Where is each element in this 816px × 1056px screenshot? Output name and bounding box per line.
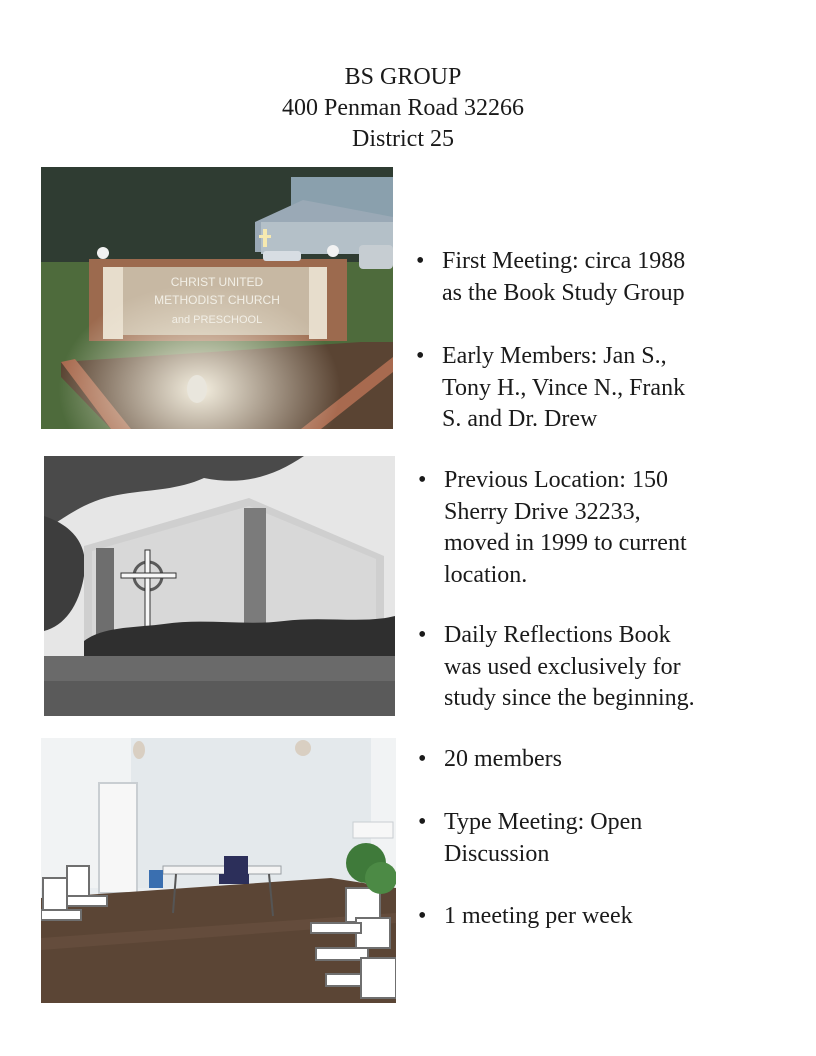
list-item-member-count: • 20 members (418, 744, 562, 776)
list-item-early-members: • Early Members: Jan S., Tony H., Vince N., Frank S. and Dr. Drew (416, 341, 685, 436)
church-sign-photo (41, 167, 393, 429)
group-district: District 25 (352, 126, 454, 152)
sign-text-line-2: METHODIST CHURCH (154, 293, 280, 307)
meeting-room-photo (41, 738, 396, 1003)
church-building-photo (44, 456, 395, 716)
list-item-daily-reflections: • Daily Reflections Book was used exclusively for study since the beginning. (418, 620, 695, 715)
list-item-first-meeting: • First Meeting: circa 1988 as the Book Study Group (416, 246, 685, 309)
list-item-meeting-frequency: • 1 meeting per week (418, 901, 633, 933)
sign-text-line-3: and PRESCHOOL (171, 314, 263, 326)
sign-text-line-1: CHRIST UNITED (170, 275, 264, 289)
group-title: BS GROUP (344, 64, 462, 90)
list-item-previous-location: • Previous Location: 150 Sherry Drive 32233, moved in 1999 to current location. (418, 465, 687, 591)
list-item-meeting-type: • Type Meeting: Open Discussion (418, 807, 642, 870)
group-address: 400 Penman Road 32266 (282, 95, 524, 121)
document-header (0, 62, 806, 155)
